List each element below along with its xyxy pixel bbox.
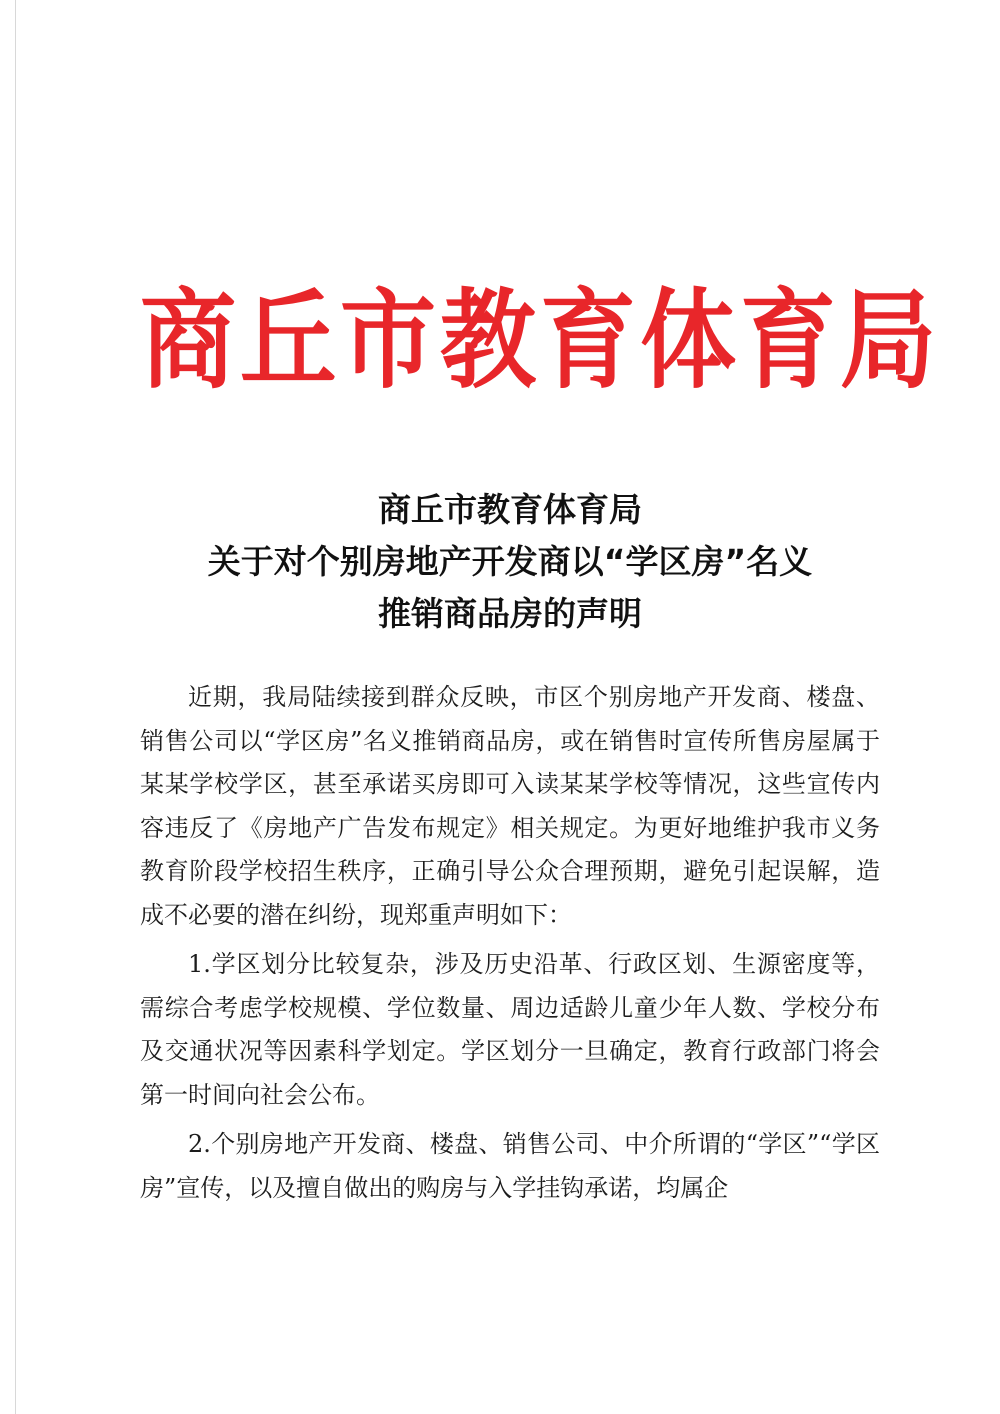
letterhead-org-name: 商丘市教育体育局: [140, 276, 940, 404]
title-line-1: 商丘市教育体育局: [378, 490, 642, 529]
title-line-2: 关于对个别房地产开发商以“学区房”名义: [207, 542, 813, 581]
body-paragraph-item-2: 2.个别房地产开发商、楼盘、销售公司、中介所谓的“学区”“学区房”宣传，以及擅自做出的购房与入学挂钩承诺，均属企: [140, 1130, 880, 1202]
title-line-3: 推销商品房的声明: [378, 594, 642, 633]
document-body: [140, 676, 880, 1216]
scan-edge-line: [15, 0, 16, 1414]
body-paragraph-item-1: 1.学区划分比较复杂，涉及历史沿革、行政区划、生源密度等，需综合考虑学校规模、学位数量、周边适龄儿童少年人数、学校分布及交通状况等因素科学划定。学区划分一旦确定，教育行政部门将会第一时间向社会公布。: [140, 950, 880, 1109]
body-paragraph-intro: 近期，我局陆续接到群众反映，市区个别房地产开发商、楼盘、销售公司以“学区房”名义推销商品房，或在销售时宣传所售房屋属于某某学校学区，甚至承诺买房即可入读某某学校等情况，这些宣传内容违反了《房地产广告发布规定》相关规定。为更好地维护我市义务教育阶段学校招生秩序，正确引导公众合理预期，避免引起误解，造成不必要的潜在纠纷，现郑重声明如下：: [140, 683, 880, 929]
document-title: [100, 484, 920, 640]
